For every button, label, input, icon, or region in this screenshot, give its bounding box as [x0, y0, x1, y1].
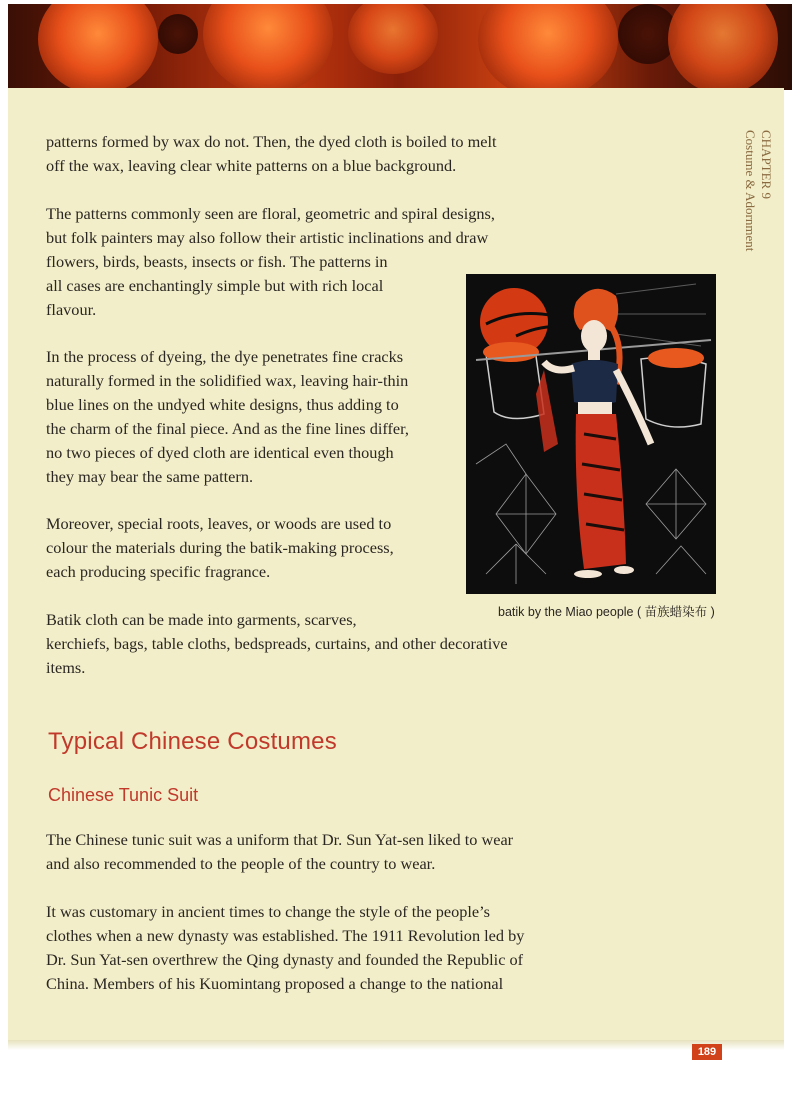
- text-line: items.: [46, 658, 86, 677]
- text-line: In the process of dyeing, the dye penetrates fine cracks: [46, 347, 404, 366]
- subsection-heading: Chinese Tunic Suit: [48, 785, 199, 805]
- page-number: 189: [692, 1044, 722, 1060]
- text-line: blue lines on the undyed white designs, thus adding to: [46, 395, 399, 414]
- chapter-number: CHAPTER 9: [759, 130, 774, 199]
- text-line: Batik cloth can be made into garments, scarves,: [46, 610, 357, 629]
- text-line: It was customary in ancient times to change the style of the people’s: [46, 902, 490, 921]
- paragraph-4: [46, 512, 394, 584]
- text-line: the charm of the final piece. And as the fine lines differ,: [46, 419, 409, 438]
- batik-illustration: [466, 274, 716, 594]
- section-heading: Typical Chinese Costumes: [48, 728, 337, 755]
- text-line: all cases are enchantingly simple but with rich local: [46, 276, 384, 295]
- page-edge: [8, 1040, 784, 1050]
- paragraph-7: [46, 900, 524, 996]
- text-line: Moreover, special roots, leaves, or woods are used to: [46, 514, 392, 533]
- text-line: patterns formed by wax do not. Then, the dyed cloth is boiled to melt: [46, 132, 497, 151]
- chapter-side-label: [734, 130, 774, 270]
- paragraph-2: [46, 202, 495, 322]
- text-line: The patterns commonly seen are floral, geometric and spiral designs,: [46, 204, 495, 223]
- text-line: they may bear the same pattern.: [46, 467, 254, 486]
- text-line: clothes when a new dynasty was established. The 1911 Revolution led by: [46, 926, 525, 945]
- text-line: China. Members of his Kuomintang proposed a change to the national: [46, 974, 504, 993]
- text-line: Dr. Sun Yat-sen overthrew the Qing dynasty and founded the Republic of: [46, 950, 524, 969]
- text-line: and also recommended to the people of the country to wear.: [46, 854, 436, 873]
- paragraph-1: [46, 130, 497, 178]
- paragraph-3: [46, 345, 409, 489]
- batik-artwork: [466, 274, 716, 594]
- paragraph-6: [46, 828, 513, 876]
- text-line: The Chinese tunic suit was a uniform that Dr. Sun Yat-sen liked to wear: [46, 830, 514, 849]
- text-line: but folk painters may also follow their artistic inclinations and draw: [46, 228, 489, 247]
- text-line: each producing specific fragrance.: [46, 562, 271, 581]
- text-line: no two pieces of dyed cloth are identical even though: [46, 443, 394, 462]
- text-line: naturally formed in the solidified wax, leaving hair-thin: [46, 371, 409, 390]
- lantern-banner: [8, 4, 792, 90]
- text-line: off the wax, leaving clear white patterns on a blue background.: [46, 156, 457, 175]
- text-line: flavour.: [46, 300, 97, 319]
- chapter-title: Costume & Adornment: [743, 130, 758, 252]
- text-line: flowers, birds, beasts, insects or fish. The patterns in: [46, 252, 388, 271]
- paragraph-5: [46, 608, 508, 680]
- text-line: kerchiefs, bags, table cloths, bedspreads, curtains, and other decorative: [46, 634, 508, 653]
- figure-caption: batik by the Miao people ( 苗族蜡染布 ): [498, 605, 715, 619]
- text-line: colour the materials during the batik-making process,: [46, 538, 394, 557]
